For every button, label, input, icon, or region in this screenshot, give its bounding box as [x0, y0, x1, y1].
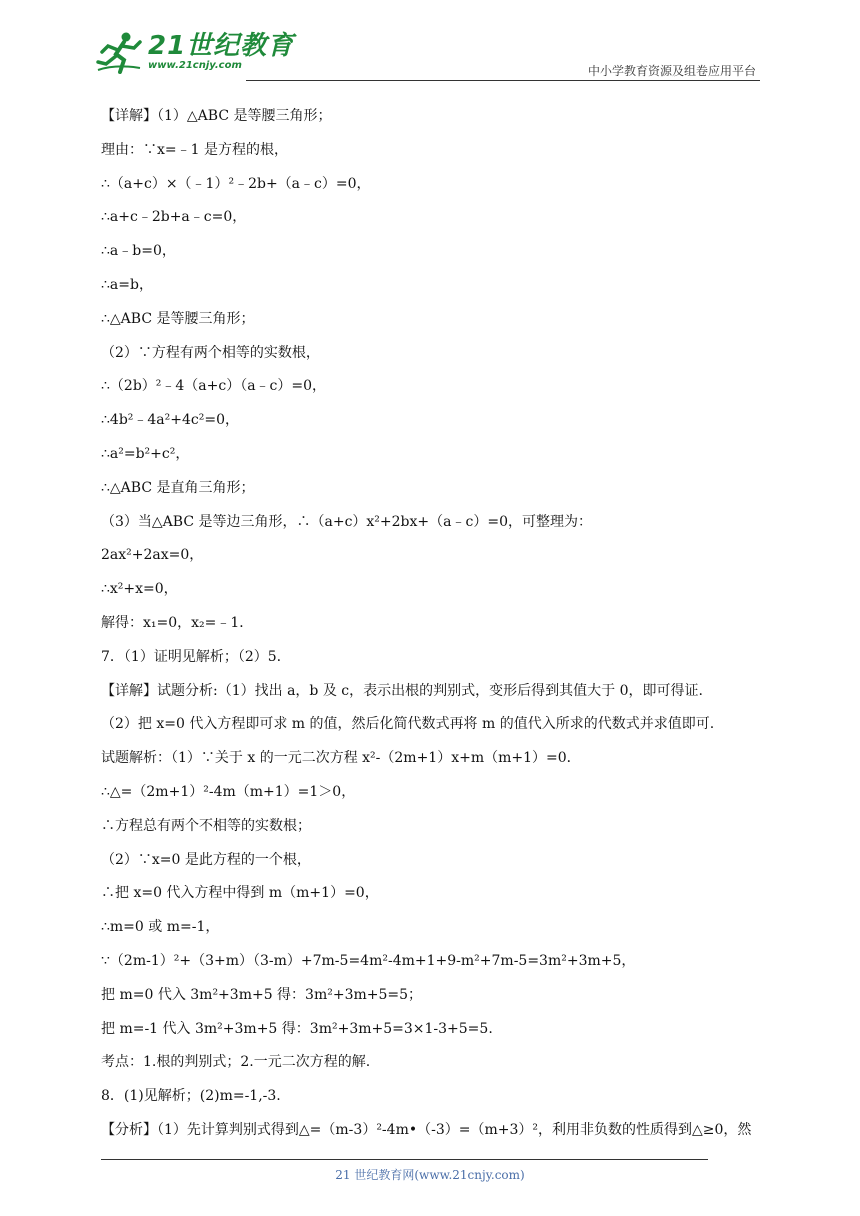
text-line: （3）当△ABC 是等边三角形，∴（a+c）x²+2bx+（a﹣c）=0，可整理为：	[101, 513, 592, 530]
text-line: ∴△ABC 是直角三角形；	[101, 479, 255, 496]
text-line: ∴△=（2m+1）²-4m（m+1）=1＞0，	[101, 783, 356, 800]
site-logo[interactable]	[96, 30, 294, 74]
text-line: ∴a+c﹣2b+a﹣c=0，	[101, 209, 247, 226]
text-line: 考点：1.根的判别式；2.一元二次方程的解.	[101, 1054, 371, 1071]
footer-link[interactable]: 21 世纪教育网(www.21cnjy.com)	[335, 1168, 525, 1182]
text-line: ∴4b²﹣4a²+4c²=0，	[101, 412, 239, 429]
header-divider	[246, 80, 760, 81]
page-header	[96, 30, 760, 80]
text-line: 【详解】（1）△ABC 是等腰三角形；	[101, 108, 332, 124]
runner-logo-icon	[96, 30, 142, 74]
header-tagline: 中小学教育资源及组卷应用平台	[587, 64, 756, 78]
document-body	[101, 104, 766, 1152]
text-line: ∴x²+x=0，	[101, 581, 178, 598]
logo-title: 21世纪教育	[148, 31, 295, 61]
text-line: 7．（1）证明见解析；（2）5.	[101, 648, 282, 665]
text-line: ∴m=0 或 m=-1，	[101, 919, 220, 936]
text-line: ∴a=b，	[101, 276, 153, 293]
text-line: 把 m=-1 代入 3m²+3m+5 得：3m²+3m+5=3×1-3+5=5.	[101, 1020, 493, 1037]
text-line: 把 m=0 代入 3m²+3m+5 得：3m²+3m+5=5；	[101, 986, 423, 1003]
text-line: ∴（2b）²﹣4（a+c）（a﹣c）=0，	[101, 378, 327, 395]
text-line: 2ax²+2ax=0，	[101, 547, 204, 564]
text-line: 理由：∵x=﹣1 是方程的根，	[101, 141, 288, 158]
text-line: 【分析】（1）先计算判别式得到△=（m-3）²-4m•（-3）=（m+3）²，利用非负数的性质得到△≥0，然	[101, 1121, 752, 1138]
logo-url: www.21cnjy.com	[148, 60, 242, 71]
text-line: ∴△ABC 是等腰三角形；	[101, 310, 255, 327]
text-line: ∴把 x=0 代入方程中得到 m（m+1）=0，	[101, 885, 379, 902]
footer-divider	[101, 1159, 708, 1160]
text-line: （2）把 x=0 代入方程即可求 m 的值，然后化简代数式再将 m 的值代入所求的代数式并求值即可.	[101, 716, 715, 733]
text-line: （2）∵方程有两个相等的实数根，	[101, 344, 320, 361]
text-line: （2）∵x=0 是此方程的一个根，	[101, 851, 311, 868]
text-line: ∴a²=b²+c²，	[101, 445, 190, 462]
text-line: 【详解】试题分析:（1）找出 a，b 及 c，表示出根的判别式，变形后得到其值大于 0，即可得证.	[101, 682, 703, 699]
text-line: ∴（a+c）×（﹣1）²﹣2b+（a﹣c）=0，	[101, 175, 371, 192]
text-line: 解得：x₁=0，x₂=﹣1．	[101, 614, 254, 631]
text-line: 试题解析：（1）∵关于 x 的一元二次方程 x²-（2m+1）x+m（m+1）=0．	[101, 750, 581, 767]
text-line: 8．(1)见解析；(2)m=-1,-3.	[101, 1088, 281, 1105]
text-line: ∴方程总有两个不相等的实数根；	[101, 817, 311, 834]
text-line: ∴a﹣b=0，	[101, 243, 176, 260]
text-line: ∵（2m-1）²+（3+m）（3-m）+7m-5=4m²-4m+1+9-m²+7m-5=3m²+3m+5，	[101, 952, 636, 969]
